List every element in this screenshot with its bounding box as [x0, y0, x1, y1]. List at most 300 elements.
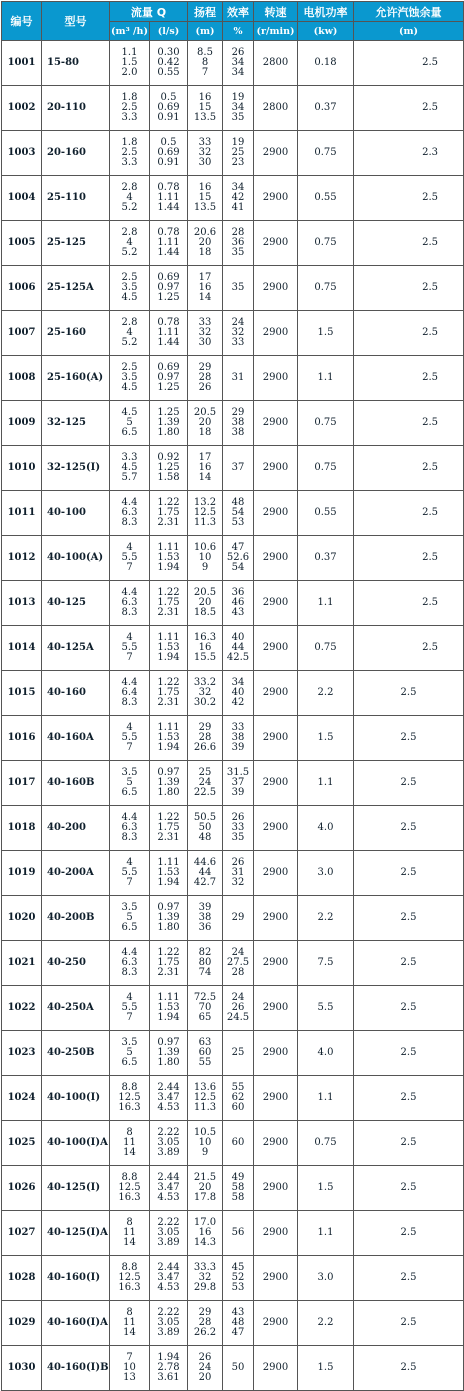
- cell-power: 2.2: [298, 896, 354, 941]
- cell-flow-m3h-value: 7: [126, 742, 133, 753]
- cell-flow-ls-value: 1.44: [157, 202, 180, 213]
- cell-head-value: 33.2: [193, 677, 217, 688]
- cell-efficiency: [223, 446, 254, 491]
- cell-model: 25-125A: [42, 266, 110, 311]
- cell-flow-ls: [150, 266, 188, 311]
- cell-flow-m3h-value: 5: [126, 1047, 133, 1058]
- cell-flow-m3h-value: 2.8: [121, 317, 138, 328]
- cell-flow-m3h: [110, 851, 150, 896]
- cell-flow-m3h: [110, 446, 150, 491]
- cell-npsh: 2.5: [354, 896, 464, 941]
- cell-flow-m3h-value: 8: [126, 1217, 133, 1228]
- cell-flow-m3h: [110, 806, 150, 851]
- cell-efficiency-value: 54: [231, 507, 245, 518]
- cell-speed: 2900: [254, 266, 298, 311]
- cell-flow-ls-value: 1.11: [157, 722, 180, 733]
- table-row: [2, 761, 464, 806]
- cell-flow-ls: [150, 1211, 188, 1256]
- cell-flow-ls-value: 2.44: [157, 1262, 180, 1273]
- table-body: [2, 41, 464, 1391]
- cell-flow-ls: [150, 131, 188, 176]
- cell-efficiency-value: 29: [231, 407, 245, 418]
- cell-model: 25-110: [42, 176, 110, 221]
- cell-flow-m3h-value: 14: [123, 1237, 136, 1248]
- cell-flow-ls-value: 0.97: [157, 1037, 180, 1048]
- cell-speed: 2800: [254, 41, 298, 86]
- cell-flow-ls-value: 1.44: [157, 247, 180, 258]
- cell-efficiency-value: 28: [231, 967, 245, 978]
- cell-id: 1003: [2, 131, 42, 176]
- cell-flow-ls: [150, 446, 188, 491]
- cell-flow-m3h: [110, 1211, 150, 1256]
- table-row: [2, 311, 464, 356]
- cell-speed: 2900: [254, 1346, 298, 1391]
- cell-speed: 2900: [254, 1301, 298, 1346]
- cell-speed: 2900: [254, 716, 298, 761]
- cell-head-value: 65: [198, 1012, 212, 1023]
- cell-efficiency-value: 38: [231, 417, 245, 428]
- cell-power: 0.75: [298, 266, 354, 311]
- cell-head: [188, 86, 223, 131]
- cell-efficiency-value: 53: [231, 517, 245, 528]
- cell-model: 40-200A: [42, 851, 110, 896]
- cell-flow-m3h-value: 3.5: [121, 902, 138, 913]
- cell-npsh: 2.5: [354, 581, 464, 626]
- cell-id: 1019: [2, 851, 42, 896]
- pump-spec-table: [1, 1, 464, 1391]
- table-row: [2, 1166, 464, 1211]
- cell-efficiency-value: 24: [231, 317, 245, 328]
- cell-speed: 2900: [254, 401, 298, 446]
- cell-head-value: 16.3: [193, 632, 217, 643]
- cell-speed: 2900: [254, 1256, 298, 1301]
- cell-efficiency-value: 34: [231, 677, 245, 688]
- cell-power: 5.5: [298, 986, 354, 1031]
- cell-flow-ls-value: 3.47: [157, 1272, 180, 1283]
- cell-efficiency: [223, 311, 254, 356]
- cell-efficiency-value: 43: [231, 1307, 245, 1318]
- cell-efficiency-value: 24: [231, 992, 245, 1003]
- cell-power: 4.0: [298, 1031, 354, 1076]
- cell-speed: 2900: [254, 176, 298, 221]
- cell-model: 32-125(I): [42, 446, 110, 491]
- cell-head-value: 72.5: [193, 992, 217, 1003]
- cell-power: 0.75: [298, 131, 354, 176]
- cell-head-value: 29: [198, 1307, 212, 1318]
- cell-flow-m3h-value: 3.3: [121, 452, 138, 463]
- cell-head-value: 55: [198, 1057, 212, 1068]
- cell-flow-m3h-value: 16.3: [118, 1192, 141, 1203]
- cell-npsh: 2.5: [354, 356, 464, 401]
- cell-power: 0.75: [298, 401, 354, 446]
- cell-efficiency-value: 54: [231, 562, 245, 573]
- cell-flow-m3h-value: 1.8: [121, 92, 138, 103]
- cell-flow-m3h: [110, 266, 150, 311]
- cell-flow-m3h-value: 11: [123, 1137, 136, 1148]
- cell-flow-ls: [150, 1076, 188, 1121]
- header-head: 扬程: [188, 2, 223, 22]
- cell-efficiency-value: 19: [231, 137, 245, 148]
- cell-flow-ls-value: 2.31: [157, 607, 180, 618]
- cell-efficiency-value: 37: [231, 462, 245, 473]
- cell-efficiency-value: 38: [231, 427, 245, 438]
- cell-head: [188, 581, 223, 626]
- cell-efficiency-value: 45: [231, 1262, 245, 1273]
- cell-npsh: 2.5: [354, 491, 464, 536]
- cell-efficiency-value: 24.5: [226, 1012, 250, 1023]
- cell-head-value: 15: [198, 192, 212, 203]
- cell-flow-ls-value: 0.55: [157, 67, 180, 78]
- cell-npsh: 2.5: [354, 221, 464, 266]
- cell-flow-m3h-value: 3.5: [121, 1037, 138, 1048]
- cell-flow-ls-value: 2.31: [157, 967, 180, 978]
- cell-head-value: 13.6: [193, 1082, 217, 1093]
- cell-flow-ls: [150, 1256, 188, 1301]
- cell-flow-ls-value: 1.25: [157, 462, 180, 473]
- cell-flow-m3h-value: 1.5: [121, 57, 138, 68]
- cell-head-value: 26: [198, 1352, 212, 1363]
- cell-npsh: 2.5: [354, 1301, 464, 1346]
- cell-head-value: 38: [198, 912, 212, 923]
- cell-flow-m3h: [110, 941, 150, 986]
- cell-flow-ls-value: 1.11: [157, 237, 180, 248]
- cell-flow-m3h-value: 6.4: [121, 687, 138, 698]
- header-power: 电机功率: [298, 2, 354, 22]
- cell-power: 0.75: [298, 626, 354, 671]
- cell-model: 40-250B: [42, 1031, 110, 1076]
- cell-flow-m3h-value: 16.3: [118, 1282, 141, 1293]
- cell-efficiency-value: 34: [231, 182, 245, 193]
- cell-speed: 2900: [254, 851, 298, 896]
- cell-efficiency-value: 19: [231, 92, 245, 103]
- cell-model: 40-250: [42, 941, 110, 986]
- cell-flow-m3h-value: 5.2: [121, 202, 138, 213]
- cell-model: 40-160(I): [42, 1256, 110, 1301]
- cell-flow-ls-value: 1.39: [157, 1047, 180, 1058]
- cell-flow-ls: [150, 221, 188, 266]
- table-row: [2, 806, 464, 851]
- cell-flow-m3h-value: 5.2: [121, 247, 138, 258]
- cell-flow-m3h-value: 7: [126, 1352, 133, 1363]
- header-head-unit: (m): [188, 22, 223, 41]
- cell-head: [188, 761, 223, 806]
- cell-flow-m3h-value: 8.3: [121, 607, 138, 618]
- cell-head-value: 50: [198, 822, 212, 833]
- cell-id: 1008: [2, 356, 42, 401]
- cell-head-value: 50.5: [193, 812, 217, 823]
- cell-flow-ls: [150, 1346, 188, 1391]
- cell-flow-ls-value: 3.05: [157, 1317, 180, 1328]
- cell-flow-ls: [150, 536, 188, 581]
- cell-head-value: 18: [198, 427, 212, 438]
- cell-efficiency-value: 35: [231, 112, 245, 123]
- cell-flow-m3h-value: 13: [123, 1372, 136, 1383]
- cell-flow-ls-value: 1.22: [157, 947, 180, 958]
- cell-flow-m3h-value: 3.3: [121, 157, 138, 168]
- cell-speed: 2900: [254, 536, 298, 581]
- cell-model: 40-250A: [42, 986, 110, 1031]
- cell-efficiency-value: 32: [231, 877, 245, 888]
- cell-npsh: 2.5: [354, 806, 464, 851]
- cell-id: 1016: [2, 716, 42, 761]
- cell-head-value: 20.5: [193, 587, 217, 598]
- cell-flow-m3h: [110, 716, 150, 761]
- cell-flow-ls-value: 1.75: [157, 687, 180, 698]
- cell-id: 1024: [2, 1076, 42, 1121]
- cell-flow-m3h: [110, 1076, 150, 1121]
- cell-efficiency: [223, 941, 254, 986]
- cell-head: [188, 1031, 223, 1076]
- table-row: [2, 1031, 464, 1076]
- cell-flow-ls-value: 1.39: [157, 912, 180, 923]
- cell-head-value: 33: [198, 317, 212, 328]
- cell-speed: 2900: [254, 491, 298, 536]
- cell-flow-ls-value: 1.75: [157, 822, 180, 833]
- cell-power: 3.0: [298, 1256, 354, 1301]
- cell-id: 1009: [2, 401, 42, 446]
- cell-head: [188, 851, 223, 896]
- cell-npsh: 2.5: [354, 626, 464, 671]
- cell-head-value: 80: [198, 957, 212, 968]
- cell-id: 1014: [2, 626, 42, 671]
- cell-flow-ls-value: 1.22: [157, 587, 180, 598]
- cell-flow-ls-value: 1.53: [157, 642, 180, 653]
- cell-head-value: 30.2: [193, 697, 217, 708]
- cell-head-value: 14: [198, 292, 212, 303]
- cell-flow-m3h: [110, 41, 150, 86]
- cell-head-value: 16: [198, 642, 212, 653]
- cell-flow-m3h-value: 7: [126, 1012, 133, 1023]
- cell-head: [188, 491, 223, 536]
- cell-flow-m3h-value: 7: [126, 652, 133, 663]
- cell-flow-ls-value: 0.97: [157, 282, 180, 293]
- cell-flow-m3h: [110, 671, 150, 716]
- cell-flow-ls-value: 1.11: [157, 192, 180, 203]
- cell-flow-ls-value: 2.31: [157, 517, 180, 528]
- cell-efficiency: [223, 671, 254, 716]
- cell-efficiency-value: 60: [231, 1137, 245, 1148]
- cell-head-value: 82: [198, 947, 212, 958]
- cell-efficiency-value: 33: [231, 822, 245, 833]
- cell-flow-m3h-value: 3.5: [121, 372, 138, 383]
- cell-head-value: 70: [198, 1002, 212, 1013]
- cell-flow-m3h: [110, 131, 150, 176]
- table-row: [2, 356, 464, 401]
- cell-model: 40-100(I): [42, 1076, 110, 1121]
- cell-efficiency-value: 53: [231, 1282, 245, 1293]
- cell-flow-m3h: [110, 626, 150, 671]
- cell-head-value: 9: [201, 562, 209, 573]
- cell-flow-ls: [150, 1301, 188, 1346]
- table-row: [2, 1256, 464, 1301]
- cell-flow-m3h: [110, 1301, 150, 1346]
- table-row: [2, 401, 464, 446]
- cell-flow-ls-value: 1.25: [157, 292, 180, 303]
- cell-efficiency-value: 52: [231, 1272, 245, 1283]
- cell-head-value: 20.5: [193, 407, 217, 418]
- cell-flow-m3h: [110, 761, 150, 806]
- cell-npsh: 2.5: [354, 1031, 464, 1076]
- cell-flow-m3h-value: 4.4: [121, 947, 138, 958]
- cell-head-value: 25: [198, 767, 212, 778]
- cell-head-value: 36: [198, 922, 212, 933]
- cell-model: 40-160(I)A: [42, 1301, 110, 1346]
- cell-id: 1025: [2, 1121, 42, 1166]
- header-power-unit: (kw): [298, 22, 354, 41]
- cell-efficiency: [223, 1301, 254, 1346]
- cell-efficiency-value: 35: [231, 247, 245, 258]
- cell-flow-ls-value: 3.89: [157, 1327, 180, 1338]
- cell-id: 1004: [2, 176, 42, 221]
- cell-head-value: 17: [198, 452, 212, 463]
- cell-efficiency-value: 26: [231, 812, 245, 823]
- cell-efficiency-value: 34: [231, 57, 245, 68]
- cell-efficiency-value: 36: [231, 237, 245, 248]
- cell-flow-ls-value: 1.75: [157, 957, 180, 968]
- cell-flow-m3h-value: 12.5: [118, 1092, 141, 1103]
- cell-efficiency-value: 39: [231, 742, 245, 753]
- cell-model: 40-200B: [42, 896, 110, 941]
- table-header: [2, 2, 464, 41]
- cell-id: 1010: [2, 446, 42, 491]
- cell-flow-m3h-value: 1.1: [121, 47, 138, 58]
- cell-head-value: 10: [198, 1137, 212, 1148]
- cell-head-value: 10.6: [193, 542, 217, 553]
- cell-flow-ls-value: 0.69: [157, 147, 180, 158]
- cell-id: 1015: [2, 671, 42, 716]
- table-row: [2, 581, 464, 626]
- cell-flow-ls-value: 2.44: [157, 1082, 180, 1093]
- cell-id: 1005: [2, 221, 42, 266]
- cell-efficiency: [223, 761, 254, 806]
- cell-head-value: 7: [201, 67, 209, 78]
- header-efficiency: 效率: [223, 2, 254, 22]
- cell-flow-m3h-value: 5: [126, 417, 133, 428]
- cell-efficiency-value: 31: [231, 867, 245, 878]
- cell-npsh: 2.5: [354, 536, 464, 581]
- cell-flow-ls: [150, 941, 188, 986]
- cell-flow-ls-value: 0.69: [157, 272, 180, 283]
- cell-head-value: 33: [198, 137, 212, 148]
- cell-flow-ls-value: 3.05: [157, 1227, 180, 1238]
- cell-flow-ls-value: 2.31: [157, 697, 180, 708]
- cell-flow-m3h: [110, 536, 150, 581]
- cell-efficiency-value: 41: [231, 202, 245, 213]
- cell-flow-m3h-value: 3.5: [121, 282, 138, 293]
- cell-efficiency: [223, 41, 254, 86]
- cell-flow-ls-value: 0.97: [157, 372, 180, 383]
- cell-flow-ls: [150, 1031, 188, 1076]
- cell-npsh: 2.5: [354, 176, 464, 221]
- cell-head-value: 16: [198, 182, 212, 193]
- cell-head-value: 63: [198, 1037, 212, 1048]
- cell-npsh: 2.5: [354, 311, 464, 356]
- cell-flow-m3h-value: 5.7: [121, 472, 138, 483]
- cell-head-value: 39: [198, 902, 212, 913]
- cell-head-value: 12.5: [193, 507, 217, 518]
- cell-flow-ls-value: 1.58: [157, 472, 180, 483]
- cell-id: 1012: [2, 536, 42, 581]
- cell-head-value: 29.8: [193, 1282, 217, 1293]
- cell-efficiency: [223, 401, 254, 446]
- cell-head: [188, 536, 223, 581]
- cell-flow-m3h-value: 12.5: [118, 1272, 141, 1283]
- cell-flow-ls: [150, 851, 188, 896]
- cell-id: 1022: [2, 986, 42, 1031]
- cell-flow-ls: [150, 896, 188, 941]
- cell-head-value: 33.3: [193, 1262, 217, 1273]
- cell-flow-ls-value: 4.53: [157, 1282, 180, 1293]
- cell-head-value: 12.5: [193, 1092, 217, 1103]
- cell-flow-m3h-value: 4: [126, 327, 133, 338]
- cell-flow-ls-value: 1.94: [157, 1012, 180, 1023]
- cell-flow-m3h-value: 2.8: [121, 182, 138, 193]
- cell-flow-m3h-value: 6.3: [121, 597, 138, 608]
- cell-model: 40-200: [42, 806, 110, 851]
- cell-flow-m3h-value: 8: [126, 1127, 133, 1138]
- cell-id: 1028: [2, 1256, 42, 1301]
- cell-head-value: 28: [198, 372, 212, 383]
- cell-flow-ls-value: 1.25: [157, 382, 180, 393]
- cell-flow-m3h-value: 4: [126, 632, 133, 643]
- cell-flow-ls-value: 0.78: [157, 227, 180, 238]
- cell-id: 1017: [2, 761, 42, 806]
- cell-head-value: 30: [198, 157, 212, 168]
- cell-head: [188, 266, 223, 311]
- cell-flow-ls-value: 0.69: [157, 362, 180, 373]
- cell-efficiency-value: 49: [231, 1172, 245, 1183]
- cell-npsh: 2.5: [354, 761, 464, 806]
- cell-flow-ls: [150, 806, 188, 851]
- cell-flow-m3h-value: 14: [123, 1327, 136, 1338]
- cell-efficiency-value: 32: [231, 327, 245, 338]
- cell-efficiency: [223, 86, 254, 131]
- cell-flow-m3h: [110, 1121, 150, 1166]
- cell-flow-ls-value: 1.39: [157, 417, 180, 428]
- cell-head: [188, 1076, 223, 1121]
- cell-head-value: 20.6: [193, 227, 217, 238]
- cell-efficiency-value: 48: [231, 1317, 245, 1328]
- cell-efficiency-value: 24: [231, 947, 245, 958]
- cell-flow-m3h: [110, 86, 150, 131]
- cell-flow-m3h: [110, 176, 150, 221]
- cell-speed: 2900: [254, 986, 298, 1031]
- cell-flow-m3h-value: 2.5: [121, 362, 138, 373]
- cell-flow-ls: [150, 491, 188, 536]
- cell-flow-ls-value: 3.89: [157, 1147, 180, 1158]
- cell-efficiency-value: 25: [231, 147, 245, 158]
- table-row: [2, 221, 464, 266]
- cell-flow-m3h-value: 5.2: [121, 337, 138, 348]
- cell-flow-ls-value: 0.30: [157, 47, 180, 58]
- cell-efficiency-value: 33: [231, 722, 245, 733]
- cell-efficiency-value: 34: [231, 102, 245, 113]
- cell-head-value: 28: [198, 732, 212, 743]
- cell-efficiency: [223, 356, 254, 401]
- cell-flow-ls-value: 1.22: [157, 812, 180, 823]
- cell-efficiency-value: 60: [231, 1102, 245, 1113]
- cell-flow-ls: [150, 356, 188, 401]
- cell-head-value: 17.8: [193, 1192, 217, 1203]
- cell-efficiency: [223, 626, 254, 671]
- cell-flow-m3h-value: 4: [126, 542, 133, 553]
- cell-id: 1023: [2, 1031, 42, 1076]
- cell-efficiency-value: 25: [231, 1047, 245, 1058]
- table-row: [2, 86, 464, 131]
- cell-flow-ls-value: 0.97: [157, 767, 180, 778]
- cell-flow-m3h-value: 16.3: [118, 1102, 141, 1113]
- cell-flow-m3h-value: 6.5: [121, 427, 138, 438]
